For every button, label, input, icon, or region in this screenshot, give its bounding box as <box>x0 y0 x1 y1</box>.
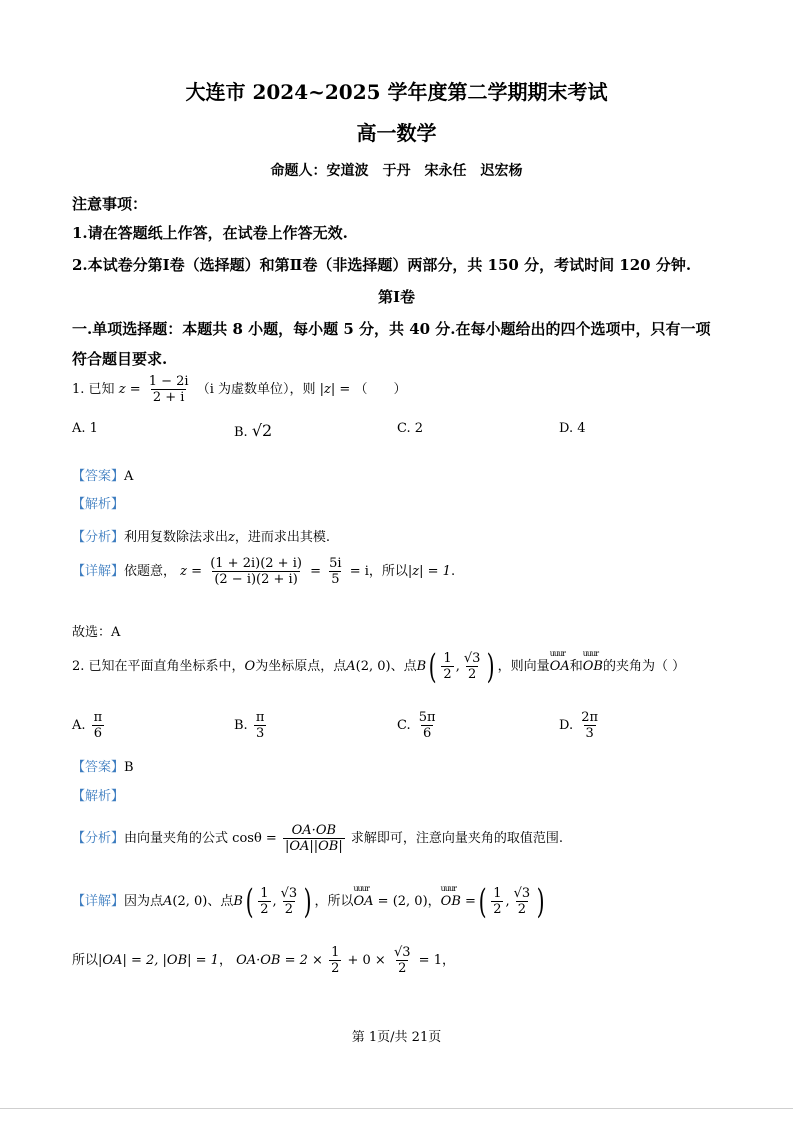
q2-detail-b: 、点 <box>207 894 234 909</box>
q1-detail-z: z <box>180 564 188 579</box>
q2-by-num: √3 <box>463 651 481 666</box>
q2-detail-bx-den: 2 <box>260 902 269 917</box>
q2-line3-result: = 1， <box>418 953 455 968</box>
q2-detail-ob-eq: = <box>465 894 476 909</box>
q1-option-d: D. 4 <box>559 421 586 436</box>
q2-detail-oby <box>512 886 533 917</box>
q1-fenxi-a: 利用复数除法求出 <box>124 530 229 545</box>
fenxi-label: 【分析】 <box>72 831 125 846</box>
q1-detail-b: ，所以 <box>368 564 408 579</box>
q2-line3-dot: OA·OB = 2 × <box>236 953 323 968</box>
notice-heading: 注意事项： <box>72 195 148 213</box>
q1-fenxi <box>72 526 330 545</box>
q2-vec-oa: uuur OA <box>550 659 570 674</box>
q2-opta-label: A. <box>72 718 86 733</box>
q2-opta-frac <box>92 710 105 741</box>
q1-note: （i 为虚数单位），则 <box>196 382 316 397</box>
q2-fenxi <box>72 823 563 854</box>
q2-detail-by <box>279 886 300 917</box>
q2-option-c <box>397 710 440 741</box>
q2-line3-frac1 <box>329 945 341 976</box>
q2-cos-frac <box>283 823 345 854</box>
page-bottom-divider <box>0 1108 793 1109</box>
q2-detail-obx-num: 1 <box>493 886 502 901</box>
q2-option-a <box>72 710 106 741</box>
q1-den: 2 + i <box>152 390 185 405</box>
volume-title: 第Ⅰ卷 <box>377 288 416 306</box>
q2-optd-label: D. <box>559 718 574 733</box>
q1-choice: 故选：A <box>72 625 121 640</box>
q1-detail: 【详解】依题意， z = $\frac{(1 + 2i)(2 + i)}{(2 - i)(2 + i)}$ = $\frac{5i}{5}$ = i，所以|z| = 1. <box>72 556 456 587</box>
notice-item-2: 2.本试卷分第Ⅰ卷（选择题）和第Ⅱ卷（非选择题）两部分，共 150 分，考试时间 120 分钟. <box>72 256 692 274</box>
subject-title: 高一数学 <box>356 121 437 145</box>
q2-detail-comma: ， <box>427 894 441 909</box>
q2-cos-den: |OA||OB| <box>284 839 343 854</box>
q2-detail-c: ，所以 <box>314 894 354 909</box>
exam-title: 大连市 2024~2025 学年度第二学期期末考试 <box>185 80 608 104</box>
q2-option-d <box>559 710 602 741</box>
q2-answer <box>72 756 134 775</box>
q2-mid3: ，则向量 <box>497 659 550 674</box>
q2-detail-a: 因为点 <box>124 894 164 909</box>
q2-optb-num: π <box>255 710 265 725</box>
q2-line3-frac2 <box>392 945 413 976</box>
q1-answer <box>72 465 133 484</box>
q1-detail-end: . <box>450 564 456 579</box>
q2-detail-bx-num: 1 <box>260 886 269 901</box>
q2-opta-num: π <box>93 710 103 725</box>
question-2-stem: 2. 已知在平面直角坐标系中，O为坐标原点，点A(2, 0)、点B( $\frac{1}{2}$ , $\frac{√3}{2}$ ) ，则向量uuur OA和uuur OB的夹角为（ ） <box>72 651 685 682</box>
q1-fenxi-b: ，进而求出其模. <box>234 530 331 545</box>
q1-detail-den: (2 − i)(2 + i) <box>214 572 298 587</box>
q2-detail: 【详解】因为点A(2, 0)、点B( $\frac{1}{2}$ , $\frac{√3}{2}$ ) ，所以uuur OA = (2, 0)，uuur OB =( $\frac{1}{2}$ , $\frac{√3}{2}$ ) <box>72 886 547 917</box>
q2-tail: 的夹角为（ ） <box>602 659 686 674</box>
q2-he: 和 <box>569 659 583 674</box>
q1-detail-result: |z| = 1 <box>407 564 451 579</box>
q2-line3-plus: + 0 × <box>347 953 386 968</box>
q2-answer-value: B <box>124 760 134 775</box>
page-number: 第 1页/共 21页 <box>351 1030 442 1045</box>
q1-answer-value: A <box>124 469 134 484</box>
q2-cos: cosθ = <box>232 831 277 846</box>
authors: 命题人：安道波 于丹 宋永任 迟宏杨 <box>270 163 523 179</box>
q2-detail-oby-den: 2 <box>517 902 527 917</box>
q2-detail-obx <box>491 886 503 917</box>
q2-line3-f2-den: 2 <box>398 961 407 976</box>
q2-line3-b: ， <box>218 953 232 968</box>
q1-optb-value: √2 <box>251 421 273 440</box>
q1-option-b <box>234 421 272 440</box>
q1-detail-a: 依题意， <box>124 564 177 579</box>
q2-detail-oa-val: = (2, 0) <box>377 894 428 909</box>
q2-optd-frac <box>579 710 600 741</box>
q2-detail-line3 <box>72 945 455 976</box>
detail-label: 【详解】 <box>72 894 125 909</box>
q1-fenxi-z: z <box>228 530 235 545</box>
q2-optd-num: 2π <box>581 710 599 725</box>
q2-line3-f2-num: √3 <box>393 945 411 960</box>
q2-fenxi-b: 求解即可，注意向量夹角的取值范围. <box>350 831 564 846</box>
q2-optb-label: B. <box>234 718 248 733</box>
q1-eq: = <box>129 382 141 397</box>
q2-optc-num: 5π <box>418 710 436 725</box>
q2-detail-pb: B <box>233 894 243 909</box>
q1-detail-frac2 <box>327 556 343 587</box>
q2-by-den: 2 <box>467 667 477 682</box>
q2-line3-oa: |OA| = 2, <box>98 953 159 968</box>
q2-prefix: 2. 已知在平面直角坐标系中， <box>72 659 245 674</box>
q2-detail-acoord: (2, 0) <box>172 894 208 909</box>
answer-label: 【答案】 <box>72 760 125 775</box>
q2-a-coord: (2, 0) <box>355 659 391 674</box>
q2-optb-den: 3 <box>255 726 265 741</box>
q2-b-y <box>462 651 483 682</box>
q2-line3-f1-den: 2 <box>331 961 340 976</box>
q2-analysis-label: 【解析】 <box>72 789 125 804</box>
section-instruction-1: 一.单项选择题：本题共 8 小题，每小题 5 分，共 40 分.在每小题给出的四个选项中，只有一项 <box>72 320 711 338</box>
section-instruction-2: 符合题目要求. <box>72 350 168 368</box>
q2-mid2: 、点 <box>390 659 417 674</box>
q1-detail-frac1 <box>208 556 304 587</box>
q1-detail-den2: 5 <box>331 572 340 587</box>
q2-detail-oby-num: √3 <box>513 886 531 901</box>
q1-z: z <box>118 382 126 397</box>
q2-opta-den: 6 <box>93 726 103 741</box>
q1-prefix: 1. 已知 <box>72 382 115 397</box>
q2-vec-ob: uuur OB <box>583 659 603 674</box>
q2-b: B <box>416 659 427 674</box>
q2-optb-frac <box>254 710 267 741</box>
q2-detail-by-num: √3 <box>280 886 298 901</box>
q2-optd-den: 3 <box>585 726 594 741</box>
q2-bx-num: 1 <box>443 651 452 666</box>
q2-line3-a: 所以 <box>72 953 99 968</box>
q2-detail-obx-den: 2 <box>493 902 502 917</box>
q2-o: O <box>244 659 256 674</box>
fenxi-label: 【分析】 <box>72 530 125 545</box>
q2-detail-bx <box>258 886 270 917</box>
q2-b-x <box>441 651 453 682</box>
q1-analysis-label: 【解析】 <box>72 497 125 512</box>
q2-a: A <box>346 659 356 674</box>
q1-fraction <box>147 374 191 405</box>
q2-bx-den: 2 <box>443 667 452 682</box>
q1-optb-label: B. <box>234 425 248 440</box>
q2-detail-by-den: 2 <box>284 902 294 917</box>
q2-optc-den: 6 <box>423 726 432 741</box>
notice-item-1: 1.请在答题纸上作答，在试卷上作答无效. <box>72 224 348 242</box>
detail-label: 【详解】 <box>72 564 125 579</box>
q1-blank: （ ） <box>354 382 407 397</box>
q1-abs-z: |z| = <box>319 382 351 397</box>
q2-optc-frac <box>417 710 438 741</box>
question-1-stem <box>72 374 406 405</box>
answer-label: 【答案】 <box>72 469 125 484</box>
q1-detail-num2: 5i <box>329 556 342 571</box>
q2-option-b <box>234 710 268 741</box>
q2-line3-ob: |OB| = 1 <box>162 953 219 968</box>
q2-detail-oa: uuur OA <box>353 894 373 909</box>
q2-line3-f1-num: 1 <box>331 945 340 960</box>
q1-detail-num: (1 + 2i)(2 + i) <box>210 556 302 571</box>
q1-num: 1 − 2i <box>148 374 189 389</box>
q2-detail-pa: A <box>163 894 173 909</box>
q2-mid1: 为坐标原点，点 <box>255 659 347 674</box>
q2-optc-label: C. <box>397 718 411 733</box>
q2-cos-num: OA·OB <box>291 823 337 838</box>
q1-option-a: A. 1 <box>72 421 98 436</box>
q2-fenxi-a: 由向量夹角的公式 <box>124 831 229 846</box>
q1-option-c: C. 2 <box>397 421 424 436</box>
q2-detail-ob: uuur OB <box>441 894 461 909</box>
q1-detail-i: = i <box>349 564 369 579</box>
